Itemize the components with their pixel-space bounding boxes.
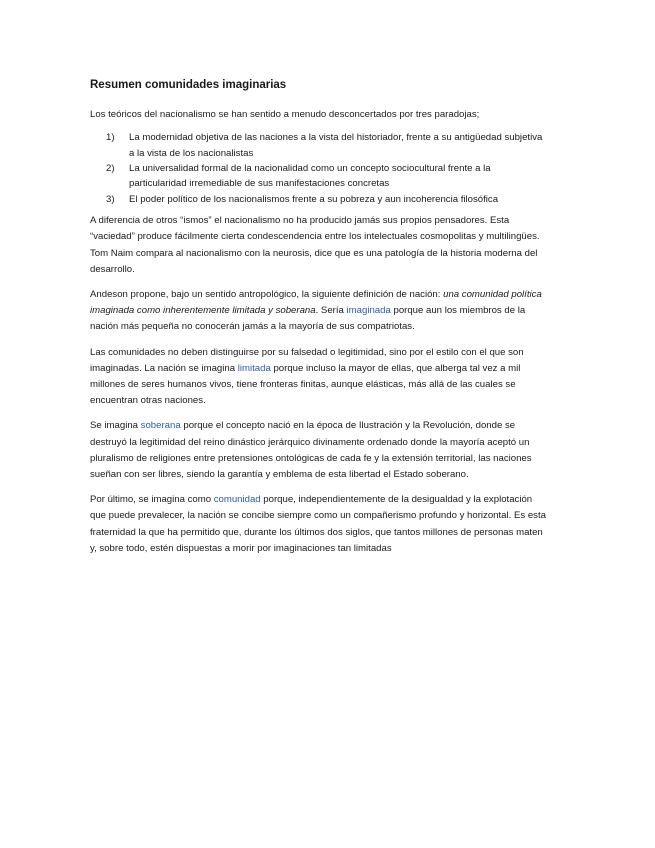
list-item-text: La universalidad formal de la nacionalidad como un concepto sociocultural frente a la particularidad irremediable de sus manifestaciones concretas xyxy=(129,163,491,190)
paradox-list xyxy=(90,130,550,207)
list-item xyxy=(106,192,550,207)
paragraph-soberana xyxy=(90,418,550,483)
keyword-soberana: soberana xyxy=(140,420,181,432)
list-number: 3) xyxy=(106,193,115,205)
paragraph-comunidad xyxy=(90,492,550,557)
document-title: Resumen comunidades imaginarias xyxy=(90,79,287,91)
list-number: 2) xyxy=(106,163,115,175)
definition-italic: una comunidad política imaginada como inherentemente limitada y soberana xyxy=(90,289,542,317)
text-run: . Sería xyxy=(315,305,347,317)
paragraph-limitada xyxy=(90,345,550,410)
intro-paragraph: Los teóricos del nacionalismo se han sentido a menudo desconcertados por tres paradojas; xyxy=(90,109,480,120)
list-item xyxy=(106,130,550,161)
paragraph-definition xyxy=(90,287,550,336)
keyword-comunidad: comunidad xyxy=(213,494,261,506)
keyword-limitada: limitada xyxy=(237,362,271,374)
text-run: porque incluso la mayor de ellas, que alberga tal vez a mil millones de seres humanos vivos, tiene fronteras finitas, aunque elásticas, más allá de las cuales se encuentran otras naciones. xyxy=(90,362,521,407)
keyword-imaginada: imaginada xyxy=(346,305,391,317)
text-run: porque aun los miembros de la nación más pequeña no conocerán jamás a la mayoría de sus compatriotas. xyxy=(90,305,526,333)
text-run: porque, independientemente de la desigualdad y la explotación que puede prevalecer, la nación se concibe siempre como un compañerismo profundo y horizontal. Es esta fraternidad la que ha permitido que, durante los últimos dos siglos, que tantos millones de personas maten y, sobre todo, estén dispuestas a morir por imaginaciones tan limitadas xyxy=(90,494,546,554)
paragraph-ismos: A diferencia de otros “ismos” el nacionalismo no ha producido jamás sus propios pensadores. Esta “vaciedad” produce fácilmente cierta condescendencia entre los intelectuales cosmopolitas y multilingües. Tom Naim compara al nacionalismo con la neurosis, dice que es una patología de la historia moderna del desarrollo. xyxy=(90,215,540,275)
document-page xyxy=(90,78,550,566)
text-run: Las comunidades no deben distinguirse por su falsedad o legitimidad, sino por el estilo con el que son imaginadas. La nación se imagina xyxy=(90,346,524,374)
list-number: 1) xyxy=(106,132,115,144)
text-run: porque el concepto nació en la época de Ilustración y la Revolución, donde se destruyó la legitimidad del reino dinástico jerárquico divinamente ordenado donde la mayoría aceptó un pluralismo de religiones entre pretensiones ontológicas de cada fe y la extensión territorial, las naciones sueñan con ser libres, siendo la garantía y emblema de esta libertad el Estado soberano. xyxy=(90,420,532,481)
text-run: Por último, se imagina como xyxy=(90,494,214,506)
text-run: Se imagina xyxy=(90,420,141,432)
text-run: Andeson propone, bajo un sentido antropológico, la siguiente definición de nación: xyxy=(90,289,444,301)
list-item xyxy=(106,161,550,192)
list-item-text: La modernidad objetiva de las naciones a la vista del historiador, frente a su antigüedad subjetiva a la vista de los nacionalistas xyxy=(129,132,543,159)
list-item-text: El poder político de los nacionalismos frente a su pobreza y aun incoherencia filosófica xyxy=(129,193,499,205)
